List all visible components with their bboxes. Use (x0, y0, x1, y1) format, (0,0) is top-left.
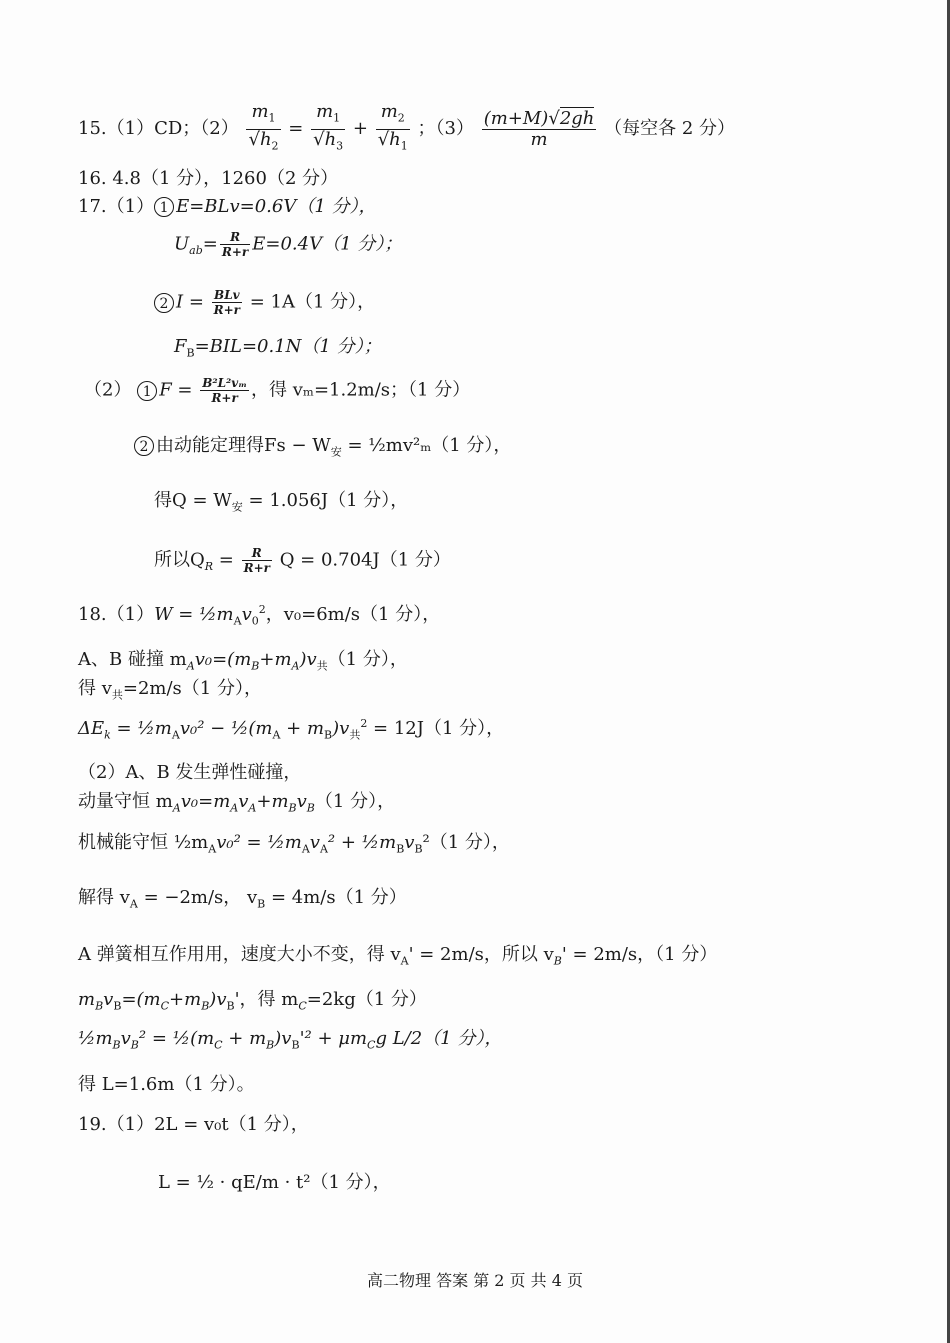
q15-frac-3: $\frac{m_2}{√h_1}$ (376, 102, 410, 156)
q17-work: 2 由动能定理得$Fs - W_安$ = ½mv²ₘ（1 分）， (134, 436, 511, 458)
q18-line-4: $\Delta E_k$ = $\frac{1}{2}m_Av_0^2$ − $\frac{1}{2}(m_A + m_B)v_共^2 = 12J(1$ 分）， (78, 717, 505, 742)
q17-heat: 得$Q = W_安 = 1.056J(1$ 分）， (154, 490, 409, 514)
circled-2: 2 (154, 293, 174, 313)
page-footer: 高二物理 答案 第 2 页 共 4 页 (367, 1271, 583, 1290)
q15-line: 15.（1）CD；（2） $\frac{m_1}{√h_2}$ = $\frac{m_1}{√h_3}$ + $\frac{m_2}{√h_1}$ ；（3） $\frac{(m+M)√2gh}{m}$ （每空各 2 分） (78, 102, 735, 156)
q17-line-1: 17.（1） 1 E=BLv=0.6V（1 分）， (78, 196, 377, 217)
q18-line-9: A 弹簧相互作用用，速度大小不变，得 $v_A' = 2m/s$，所以 $v_B' = 2m/s$，（1 分） (78, 944, 718, 968)
q17-uab: $U_{ab}=$ $\frac{R}{R+r}$ E=0.4V（1 分）； (174, 230, 403, 259)
q15-frac-2: $\frac{m_1}{√h_3}$ (311, 102, 345, 156)
q18-line-7: 机械能守恒 $\frac{1}{2}m_Av_0^2$ = $\frac{1}{2}m_Av_A^2$ + $\frac{1}{2}m_Bv_B^2(1$ 分）， (78, 832, 510, 856)
circled-1: 1 (154, 197, 174, 217)
q15-part3-frac: $\frac{(m+M)√2gh}{m}$ (483, 107, 595, 150)
q17-part2: （2） 1 F = $\frac{\text{B²L²vₘ}}{R+r}$ ，得 vₘ=1.2m/s；（1 分） (84, 376, 471, 405)
q18-line-3: 得 $v_共=2m/s(1$ 分）， (78, 678, 262, 702)
circled-2b: 2 (134, 436, 154, 456)
circled-1b: 1 (137, 381, 157, 401)
q18-line-1: $18.(1)W = \frac{1}{2}m_Av_0^2$，v₀=6m/s（1 分）， (78, 603, 441, 628)
q15-prefix: 15.（1）CD；（2） (78, 118, 239, 140)
q18-line-11: $\frac{1}{2}m_Bv_B^2$ = $\frac{1}{2}(m_C + m_B)v_B'^2 + \mu m_Cg$ L/2（1 分）， (78, 1028, 503, 1052)
q17-force: $F_B=BIL=0.1N(1$ 分）； (174, 336, 382, 360)
q19-line-1: 19.（1）2L = v₀t（1 分）， (78, 1114, 309, 1135)
q18-line-5: （2）A、B 发生弹性碰撞， (78, 762, 302, 783)
q15-note: （每空各 2 分） (604, 118, 736, 140)
q16-line: 16. 4.8（1 分），1260（2 分） (78, 168, 339, 189)
q18-line-8: 解得 $v_A = -2m/s$， $v_B = 4m/s(1$ 分） (78, 887, 407, 911)
q17-current: 2 I = $\frac{\text{BLv}}{R+r}$ = 1A（1 分）， (154, 288, 375, 317)
q15-part3-label: ；（3） (417, 118, 474, 140)
q19-line-2: L = ½ · qE/m · t²（1 分）， (158, 1172, 391, 1193)
q15-frac-1: $\frac{m_1}{√h_2}$ (246, 102, 280, 156)
q18-line-10: $m_Bv_B=(m_C+m_B)v_B'$，得 $m_C=2kg(1$ 分） (78, 989, 427, 1013)
q18-line-6: 动量守恒 $m_Av_0=m_Av_A+m_Bv_B(1$ 分）， (78, 791, 396, 815)
q17-heat-r: 所以$Q_R$ = $\frac{R}{R+r}$ Q = 0.704J（1 分） (154, 546, 451, 575)
q18-line-2: A、B 碰撞 $m_Av_0=(m_B+m_A)v_共(1$ 分）， (78, 649, 408, 673)
q18-line-12: 得 L=1.6m（1 分）。 (78, 1074, 255, 1095)
